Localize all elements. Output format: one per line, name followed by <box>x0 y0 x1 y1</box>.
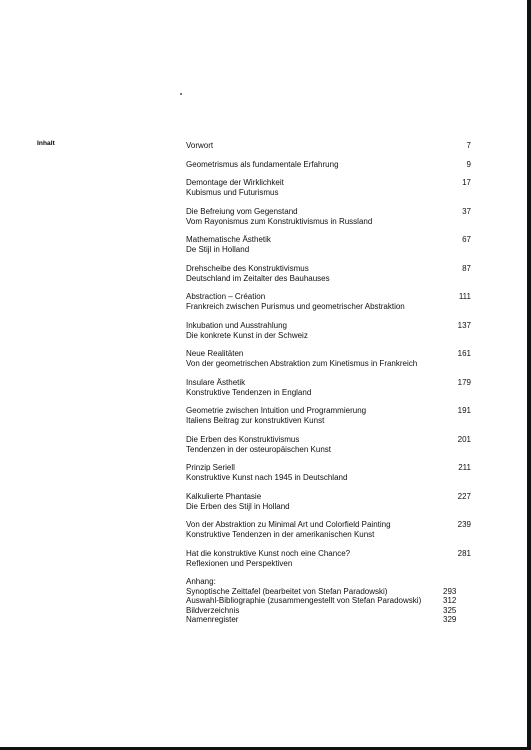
toc-entry-title: Demontage der Wirklichkeit <box>186 178 284 187</box>
appendix-item-page-number: 293 <box>443 586 457 596</box>
toc-entry <box>186 141 471 151</box>
toc-entry-title: Kalkulierte Phantasie <box>186 491 262 501</box>
appendix-item <box>186 615 471 625</box>
toc-entry-page-number: 211 <box>458 463 471 472</box>
appendix-item-page-number: 325 <box>443 605 457 615</box>
appendix-item-title: Synoptische Zeittafel (bearbeitet von Stefan Paradowski) <box>186 586 388 596</box>
toc-entry-subtitle: Reflexionen und Perspektiven <box>186 558 293 568</box>
toc-entry-title: Inkubation und Ausstrahlung <box>186 320 287 330</box>
toc-entry <box>186 492 471 512</box>
toc-entry-title: Drehscheibe des Konstruktivismus <box>186 263 309 273</box>
toc-entry-page-number: 161 <box>457 349 471 358</box>
toc-entry-title: Geometrismus als fundamentale Erfahrung <box>186 159 339 169</box>
appendix-section <box>186 577 471 625</box>
toc-entry <box>186 463 471 483</box>
toc-entry <box>186 292 471 312</box>
toc-entry <box>186 406 471 426</box>
toc-heading: Inhalt <box>37 140 55 147</box>
toc-entry <box>186 378 471 398</box>
toc-entry-title: Geometrie zwischen Intuition und Programmierung <box>186 406 367 415</box>
toc-entry-page-number: 37 <box>462 206 471 216</box>
toc-entry-title: Neue Realitäten <box>186 349 244 358</box>
scan-edge-right <box>527 0 531 750</box>
toc-entry <box>186 160 471 170</box>
toc-entries <box>186 141 471 569</box>
toc-entry <box>186 321 471 341</box>
toc-entry-title: Prinzip Seriell <box>186 463 235 472</box>
toc-entry-page-number: 87 <box>462 263 471 273</box>
toc-entry <box>186 435 471 455</box>
toc-entry-page-number: 281 <box>457 548 471 558</box>
toc-entry-title: Hat die konstruktive Kunst noch eine Chance? <box>186 548 351 558</box>
appendix-items <box>186 587 471 625</box>
toc-entry <box>186 178 471 198</box>
table-of-contents <box>186 141 471 625</box>
appendix-item-title: Auswahl-Bibliographie (zusammengestellt von Stefan Paradowski) <box>186 596 422 605</box>
appendix-item-title: Namenregister <box>186 615 239 624</box>
toc-entry-page-number: 239 <box>457 520 471 529</box>
toc-entry-subtitle: Italiens Beitrag zur konstruktiven Kunst <box>186 416 325 425</box>
toc-entry-subtitle: Frankreich zwischen Purismus und geometrischer Abstraktion <box>186 302 405 311</box>
toc-entry-page-number: 111 <box>458 292 471 301</box>
toc-entry-subtitle: Deutschland im Zeitalter des Bauhauses <box>186 273 330 283</box>
toc-entry-title: Insulare Ästhetik <box>186 377 246 387</box>
toc-entry-title: Die Befreiung vom Gegenstand <box>186 206 298 216</box>
appendix-item <box>186 606 471 616</box>
toc-entry-subtitle: Die Erben des Stijl in Holland <box>186 501 290 511</box>
appendix-heading: Anhang: <box>186 577 216 586</box>
toc-entry-subtitle: Vom Rayonismus zum Konstruktivismus in Russland <box>186 216 373 226</box>
appendix-item-page-number: 329 <box>443 615 457 624</box>
toc-entry-subtitle: De Stijl in Holland <box>186 245 250 254</box>
toc-entry <box>186 207 471 227</box>
toc-entry <box>186 349 471 369</box>
toc-entry-subtitle: Konstruktive Tendenzen in der amerikanischen Kunst <box>186 530 375 539</box>
toc-entry-page-number: 17 <box>462 178 471 187</box>
toc-entry-subtitle: Konstruktive Tendenzen in England <box>186 387 312 397</box>
toc-entry-subtitle: Von der geometrischen Abstraktion zum Kinetismus in Frankreich <box>186 359 418 368</box>
appendix-item <box>186 596 471 606</box>
toc-entry-page-number: 227 <box>457 491 471 501</box>
toc-entry-title: Von der Abstraktion zu Minimal Art und Colorfield Painting <box>186 520 391 529</box>
toc-entry <box>186 549 471 569</box>
toc-entry <box>186 264 471 284</box>
toc-entry-title: Abstraction – Création <box>186 292 266 301</box>
toc-entry-page-number: 67 <box>462 235 471 244</box>
scan-speck <box>180 93 182 95</box>
toc-entry-subtitle: Tendenzen in der osteuropäischen Kunst <box>186 444 331 454</box>
toc-entry-title: Mathematische Ästhetik <box>186 235 271 244</box>
toc-entry <box>186 520 471 540</box>
toc-entry-title: Vorwort <box>186 141 214 150</box>
appendix-item-page-number: 312 <box>443 596 457 605</box>
toc-entry-subtitle: Kubismus und Futurismus <box>186 188 279 197</box>
toc-entry-page-number: 7 <box>466 141 471 150</box>
toc-entry-subtitle: Konstruktive Kunst nach 1945 in Deutschland <box>186 473 348 482</box>
toc-entry-page-number: 201 <box>457 434 471 444</box>
toc-entry <box>186 235 471 255</box>
appendix-item-title: Bildverzeichnis <box>186 605 240 615</box>
toc-entry-page-number: 179 <box>457 377 471 387</box>
toc-entry-page-number: 191 <box>457 406 471 415</box>
toc-entry-page-number: 9 <box>466 159 471 169</box>
toc-entry-title: Die Erben des Konstruktivismus <box>186 434 300 444</box>
appendix-item <box>186 587 471 597</box>
toc-entry-subtitle: Die konkrete Kunst in der Schweiz <box>186 330 308 340</box>
toc-entry-page-number: 137 <box>457 320 471 330</box>
